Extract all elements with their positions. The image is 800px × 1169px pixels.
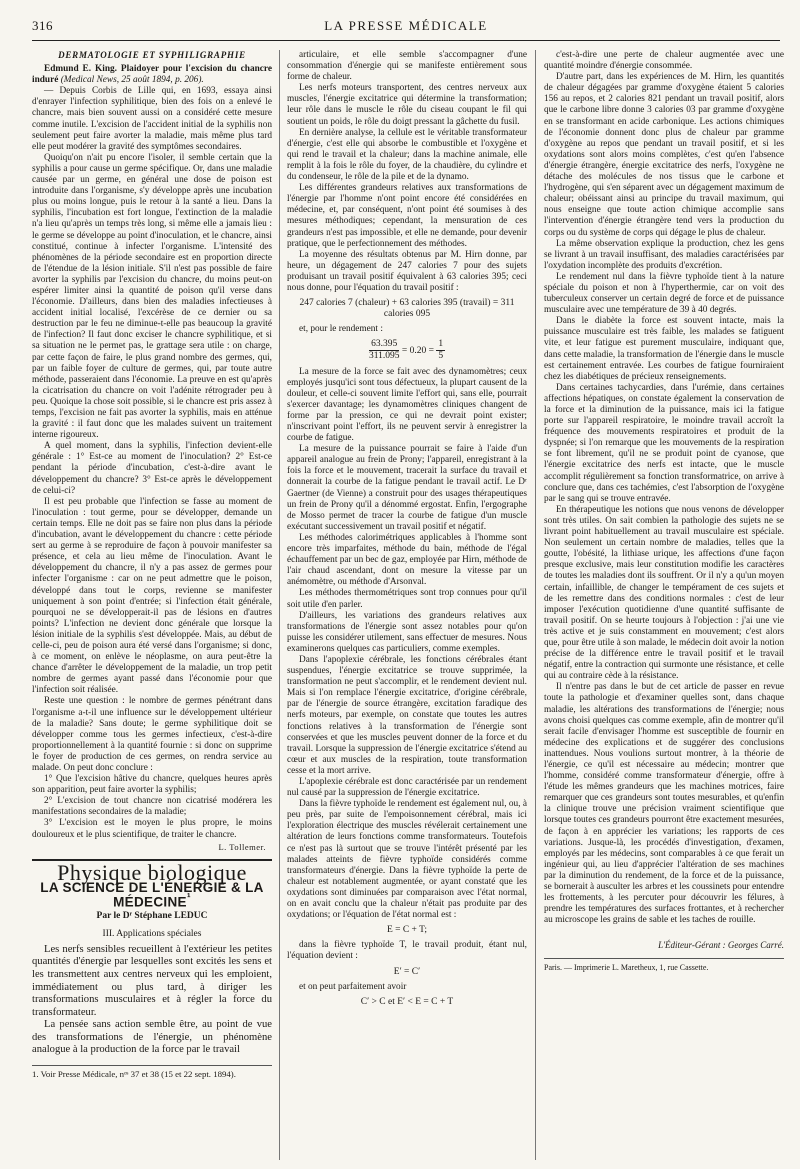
- column-3: [544, 50, 784, 1160]
- equation-normal-state: E = C + T;: [386, 925, 428, 936]
- article-heading: [32, 64, 272, 86]
- paragraph: Les nerfs sensibles recueillent à l'extérieur les petites quantités d'énergie par lesquelles sont excités les sens et les transmettent aux centres nerveux qui les emploient, immédiatement ou plus tard, à diriger les transformations musculaires et à régler la force du transformateur.: [32, 943, 272, 1018]
- fraction-numerator: 63.395: [369, 339, 400, 351]
- column-2: [287, 50, 527, 1160]
- paragraph: 1° Que l'excision hâtive du chancre, quelques heures après son apparition, peut faire avorter la syphilis;: [32, 774, 272, 796]
- section-title: DERMATOLOGIE ET SYPHILIGRAPHIE: [58, 50, 246, 60]
- paragraph: Il n'entre pas dans le but de cet article de passer en revue toute la pathologie et d'examiner quelles sont, dans chaque maladie, les altérations des transformations de l'énergie; nous avons choisi quelques cas comme exemple, afin de montrer qu'il serait facile d'envisager l'homme est susceptible de fournir en médecine des explications et de suggérer des conclusions inattendues. Nous voulions surtout montrer, à la théorie de l'énergie, ce qu'il est nécessaire au médecin; montrer que l'homme, considéré comme transformateur d'énergie, offre à l'étude les mêmes grandeurs que les machines motrices, faire remarquer que ces grandeurs sont toutes mesurables, et qu'enfin la clinique trouve une précision vraiment scientifique que lorsque toutes ces grandeurs pourront être exactement mesurées, de façon à en apprécier les variations; les rapports de ces variations. Jusque-là, les procédés d'investigation, d'examen, employés par les médecins, sont comparables à ce que ferait un ingénieur qui, au lieu d'apprécier l'altération de ses machines par la diminution du rendement, de la force et de la puissance, se bornerait à ausculter les arbres et les coussinets pour entendre les frottements, à les percuter pour découvrir les félures, à prendre les températures des surfaces frottantes, et à rechercher au microscope les grains de sable et les taches de rouille.: [544, 682, 784, 926]
- paragraph: Dans certaines tachycardies, dans l'urémie, dans certaines affections hépatiques, on constate également la conservation de la force et la diminution de la puissance, mais ici la fatigue porte sur l'appareil respiratoire, le moindre travail accroît la fréquence des mouvements respiratoires et produit de la dyspnée; si l'on remarque que les mouvements de la respiration se font librement, qu'il ne se produit point de cyanose, que l'énergie excitatrice des nerfs est intacte, que le muscle accomplit régulièrement sa fonction transformatrice, on arrive à conclure que, dans ces tachémies, c'est l'absorption de l'oxygène par le sang qui se trouve entravée.: [544, 382, 784, 504]
- printer-line: Paris. — Imprimerie L. Maretheux, 1, rue Cassette.: [544, 958, 784, 973]
- article-reference: (Medical News, 25 août 1894, p. 206).: [60, 75, 204, 86]
- editor-line: L'Éditeur-Gérant : Georges Carré.: [658, 940, 784, 951]
- signature: L. Tollemer.: [218, 841, 266, 852]
- paragraph: La même observation explique la production, chez les gens se livrant à un travail insuffisant, des maladies caractérisées par l'oxydation incomplète des produits d'excrétion.: [544, 238, 784, 271]
- paragraph: La moyenne des résultats obtenus par M. Hirn donne, par heure, un dégagement de 247 calories 7 pour des sujets produisant un travail positif équivalent à 63 calories 395; ceci nous donne, pour l'équation du travail positif :: [287, 249, 527, 293]
- paragraph: A quel moment, dans la syphilis, l'infection devient-elle générale : 1° Est-ce au moment de l'inoculation? 2° Est-ce pendant la période d'incubation, c'est-à-dire avant le développement du chancre? 3° Est-ce après le développement de celui-ci?: [32, 441, 272, 496]
- paragraph: En dernière analyse, la cellule est le véritable transformateur d'énergie, c'est elle qui absorbe le combustible et l'oxygène et qui rend le travail et la chaleur; dans la machine animale, elle remplit à la fois le rôle du foyer, de la chaudière, du cylindre et du condenseur, le rôle de la pile et de la dynamo.: [287, 127, 527, 183]
- paragraph: Dans le diabète la force est souvent intacte, mais la puissance musculaire est très faible, les malades se fatiguent vite, et leur fatigue est purement musculaire, indiquant que, dans cette maladie, la transformation de l'énergie dans le muscle est certainement entravée. Les courbes de fatigue fourniraient chez les diabétiques de précieux renseignements.: [544, 316, 784, 382]
- feature-title: [32, 879, 272, 910]
- equation-inequality: C′ > C et E′ < E = C + T: [360, 996, 454, 1007]
- column-divider: [535, 50, 536, 1160]
- equation-intro: et on peut parfaitement avoir: [299, 981, 407, 992]
- paragraph: Les méthodes calorimétriques applicables à l'homme sont encore très imparfaites, méthode du bain, méthode de l'égal échauffement par un bec de gaz, employée par Hirn, méthode de l'air chaud ascendant, dont on mesure la vitesse par un anémomètre, ou méthode d'Arsonval.: [287, 532, 527, 588]
- journal-title: LA PRESSE MÉDICALE: [324, 18, 488, 33]
- paragraph: Reste une question : le nombre de germes pénétrant dans l'organisme a-t-il une influence sur le développement ultérieur de la maladie? Sans doute; le germe syphilitique doit se développer comme tous les germes infectieux, c'est-à-dire proportionnellement à la quantité fournie : si donc on supprime le foyer de production de ces germes, on rendra service au malade. On peut donc conclure :: [32, 696, 272, 773]
- paragraph: Quoiqu'on n'ait pu encore l'isoler, il semble certain que la syphilis a pour cause un germe spécifique. Or, dans une maladie causée par un germe, en général une dose de poison est introduite dans l'organisme, s'y développe après une incubation plus ou moins longue, puis le retour à la santé a lieu. Dans la syphilis, l'incubation est fort longue, l'extinction de la maladie n'a lieu qu'après un temps très long, si même elle a jamais lieu : le germe se développe au point d'inoculation, et le chancre, ainsi constitué, continue à infecter l'organisme. L'intensité des phénomènes de la période secondaire est en proportion directe de l'étendue de la lésion initiale. S'il n'est pas possible de faire avorter la syphilis par l'excision du chancre, du moins peut-on espérer limiter ainsi la quantité de poison qu'il verse dans l'économie. D'ailleurs, dans bien des maladies infectieuses à accident initial localisé, l'excérèse de ce dernier ou sa destruction par le feu ne diminue-t-elle pas beaucoup la gravité de l'infection? Il faut donc exciser le chancre syphilitique, et si sa situation ne le permet pas, le grattage sera utile : on charge, par cette façon de faire, le plus grand nombre des germes, qui, par un faible foyer de culture de germes, qui, par toute autre méthode, passeraient dans l'économie. La preuve en est qu'après la cicatrisation du chancre on voit l'adénite rétrograder peu à peu. Quoique la chose soit possible, si le chancre est pris assez à temps, l'excision ne fait pas avorter la syphilis, mais en atténue la gravité : il faut donc que les malades suivent un traitement interne rigoureux.: [32, 152, 272, 441]
- paragraph: Dans la fièvre typhoïde le rendement est également nul, ou, à peu près, par suite de l'empoisonnement cérébral, mais ici l'exploration électrique des muscles révélerait certainement une altération de leurs fonctions comme transformateurs. Toutefois ce n'est pas là surtout que se trouve l'intérêt présenté par les malades atteints de fièvre typhoïde considérés comme transformateurs d'énergie. Dans la fièvre typhoïde la perte de chaleur est notablement augmentée, or ayant constaté que les oxydations sont diminuées par comparaison avec l'état normal, on en avait conclu que la chaleur n'était pas produite par des oxydations; or l'équation de l'état normal est :: [287, 799, 527, 921]
- feature-body-continued: [544, 50, 784, 926]
- header-rule: [32, 40, 780, 41]
- page-header: [32, 18, 780, 40]
- feature-body: [32, 944, 272, 1057]
- paragraph: La mesure de la puissance pourrait se faire à l'aide d'un appareil analogue au frein de Prony; l'appareil, enregistrant à la fois la force et le mouvement, tracerait la surface du travail et donnerait la courbe de la fatigue pendant le travail actif. Le Dʳ Gaertner (de Vienne) a construit pour des usages thérapeutiques un frein de Prony qu'il a dénommé ergostat. Enfin, l'ergographe de Mosso permet de tracer la courbe de fatigue d'un muscle exécutant successivement un travail positif et négatif.: [287, 444, 527, 532]
- paragraph: Les nerfs moteurs transportent, des centres nerveux aux muscles, l'énergie excitatrice qui détermine la transformation; leur rôle dans le muscle le rôle du ciseau coupant le fil qui soutient un poids, le rôle du doigt pressant la gâchette du fusil.: [287, 83, 527, 127]
- equation-yield: [287, 339, 527, 362]
- paragraph: D'autre part, dans les expériences de M. Hirn, les quantités de chaleur dégagées par gramme d'oxygène étaient 5 calories 156 au repos, et 2 calories 821 pendant un travail positif, alors que le carbone libre donne 3 calories 03 par gramme d'oxygène en se transformant en acide carbonique. Les actions chimiques de l'économie donnent donc plus de chaleur par gramme d'oxygène au repos que pendant un travail positif, et si les oxydations sont alors moins complètes, c'est qu'en l'absence d'énergie étrangère, énergie excitatrice des nerfs, l'oxygène ne détache des molécules de nos tissus que le carbone et l'hydrogène, qui s'en séparent avec un dégagement maximum de chaleur; obéissant ainsi au principe du travail maximum, qui nous enseigne que toute action chimique accomplie sans l'intervention d'énergie étrangère tend vers la production du corps ou du système de corps qui dégage le plus de chaleur.: [544, 72, 784, 238]
- paragraph: c'est-à-dire une perte de chaleur augmentée avec une quantité moindre d'énergie consommée.: [544, 50, 784, 72]
- article-title: Plaidoyer pour l'excision du chancre induré: [32, 64, 272, 86]
- fraction-denominator: 5: [438, 351, 444, 362]
- paragraph: — Depuis Corbis de Lille qui, en 1693, essaya ainsi d'enrayer l'infection syphilitique, bien des fois on a enlevé le chancre, mais bien souvent aussi on a considéré cette mesure comme inutile. L'excision de l'accident initial de la syphilis non seulement peut faire avorter la maladie, mais même plus tard elle peut modérer la gravité des symptômes secondaires.: [32, 86, 272, 152]
- page-number: 316: [32, 18, 53, 33]
- fraction-denominator: 311.095: [368, 351, 400, 362]
- paragraph: 2° L'excision de tout chancre non cicatrisé modérera les manifestations secondaires de la maladie;: [32, 796, 272, 818]
- paragraph: Dans l'apoplexie cérébrale, les fonctions cérébrales étant suspendues, l'énergie excitatrice se trouve supprimée, la transformation ne peut s'accomplir, et le rendement devient nul. Mais si l'on remplace l'énergie excitatrice, d'origine cérébrale, par de l'énergie de source étrangère, excitation faradique des nerfs moteurs, par exemple, on constate que toutes les autres fonctions relatives à la transformation de l'énergie sont conservées et que les muscles peuvent donner de la force et du travail. Lorsque la suppression de l'énergie excitatrice s'étend au cœur et aux muscles de la respiration, toute transformation cesse et la mort arrive.: [287, 654, 527, 776]
- equation-intro: dans la fièvre typhoïde T, le travail produit, étant nul, l'équation devient :: [287, 940, 527, 962]
- byline: Par le Dʳ Stéphane LEDUC: [96, 910, 208, 921]
- yield-fraction-simple: [436, 339, 445, 362]
- yield-value: = 0.20 =: [401, 346, 434, 357]
- paragraph: En thérapeutique les notions que nous venons de développer sont très utiles. On sait combien la pathologie des sujets ne se livrant point habituellement au travail musculaire est spéciale. Non seulement un certain nombre de maladies, telles que la goutte, l'obésité, la lithiase urique, les affections d'une façon presque exclusive, mais leur constitution modifie les caractères de toutes les maladies dont ils souffrent. Or il n'y a qu'un moyen certain, infaillible, de changer le tempérament de ces sujets et de les remettre dans des conditions normales : c'est de leur imposer l'exécution quotidienne d'une quantité suffisante de travail positif. On se heurte toujours à l'objection : j'ai une vie très active et je suis constamment en mouvement; c'est alors que, pour être utile à son malade, le médecin doit avoir la notion précise de la différence entre le travail positif et le travail négatif, entre la contraction qui surmonte une résistance, et celle qui au contraire cède à la résistance.: [544, 504, 784, 682]
- paragraph: Il est peu probable que l'infection se fasse au moment de l'inoculation : tout germe, pour se développer, demande un certain temps. Elle ne doit pas se faire non plus dans la période d'incubation, avant le développement du chancre : cette période sert au germe à se reproduire de façon à pouvoir manifester sa présence, et cela au lieu même de l'inoculation. Avant le développement du chancre, il n'y a pas assez de germes pour infecter l'organisme : car on ne peut admettre que le poison, développé dans tout le corps, revienne se manifester uniquement à son point d'entrée; si l'infection était générale, pourquoi ne se développerait-il pas de lésions en d'autres points? L'infection ne devient donc générale que lorsque la lésion initiale de la syphilis s'est développée. Mais, au début de celle-ci, peu de poison aura été versé dans l'organisme; si donc, à ce moment, on enlève le néoplasme, on aura peut-être la chance d'arrêter le développement de la maladie, un trop petit nombre de germes ayant passé dans l'économie pour que l'infection soit réalisée.: [32, 496, 272, 696]
- footnote-mark: ¹: [186, 891, 191, 904]
- feature-title-text: LA SCIENCE DE L'ÉNERGIE & LA MÉDECINE: [40, 879, 264, 910]
- paragraph: La pensée sans action semble être, au point de vue des transformations de l'énergie, un phénomène analogue à la production de la force par le travail: [32, 1019, 272, 1056]
- column-divider: [279, 50, 280, 1160]
- yield-fraction: [369, 339, 400, 362]
- equation-intro: et, pour le rendement :: [299, 324, 383, 335]
- paragraph: D'ailleurs, les variations des grandeurs relatives aux transformations de l'énergie sont assez notables pour qu'on puisse les considérer utilement, sans effectuer de mesures. Nous examinerons quelques cas particuliers, comme exemples.: [287, 610, 527, 654]
- column-1: [32, 50, 272, 1160]
- fraction-numerator: 1: [436, 339, 445, 351]
- paragraph: L'apoplexie cérébrale est donc caractérisée par un rendement nul causé par la suppression de l'énergie excitatrice.: [287, 777, 527, 799]
- feature-body-continued: [287, 367, 527, 922]
- paragraph: 3° L'excision est le moyen le plus propre, le moins douloureux et le plus scientifique, de traiter le chancre.: [32, 818, 272, 840]
- paragraph: La mesure de la force se fait avec des dynamomètres; ceux employés jusqu'ici sont tous défectueux, la plupart causent de la douleur, et celle-ci souvent limite l'effort qui, sans elle, pourrait s'exercer davantage; les dynamomètres cliniques changent de forme par la pression, ce qui ne devrait point exister; n'inscrivant point l'effort, ils ne peuvent servir à enregistrer la courbe de fatigue.: [287, 366, 527, 444]
- rubric-heading: Physique biologique: [57, 859, 247, 885]
- paragraph: Les méthodes thermométriques sont trop connues pour qu'il soit utile d'en parler.: [287, 588, 527, 610]
- subsection-title: III. Applications spéciales: [102, 928, 202, 939]
- feature-body-continued: [287, 50, 527, 294]
- equation-positive-work: 247 calories 7 (chaleur) + 63 calories 395 (travail) = 311 calories 095: [299, 298, 515, 320]
- paragraph: articulaire, et elle semble s'accompagner d'une consommation d'énergie qui se manifeste entièrement sous forme de chaleur.: [287, 50, 527, 83]
- article-author: Edmund E. King.: [44, 64, 117, 75]
- paragraph: Les différentes grandeurs relatives aux transformations de l'énergie par l'homme n'ont point encore été considérées en médecine, et, par conséquent, n'ont point été soumises à des mesures méthodiques; cependant, la mensuration de ces grandeurs n'est pas impossible, et elle ne demande, pour devenir pratique, que le perfectionnement des méthodes.: [287, 183, 527, 249]
- equation-fever: E′ = C′: [393, 966, 421, 977]
- paragraph: Le rendement nul dans la fièvre typhoïde tient à la nature spéciale du poison et non à l'hyperthermie, car on voit des tuberculeux conserver un certain degré de force et de puissance musculaire avec une température de 39 à 40 degrés.: [544, 271, 784, 316]
- footnote: 1. Voir Presse Médicale, nᵒˢ 37 et 38 (15 et 22 sept. 1894).: [32, 1065, 272, 1080]
- article-body: [32, 86, 272, 840]
